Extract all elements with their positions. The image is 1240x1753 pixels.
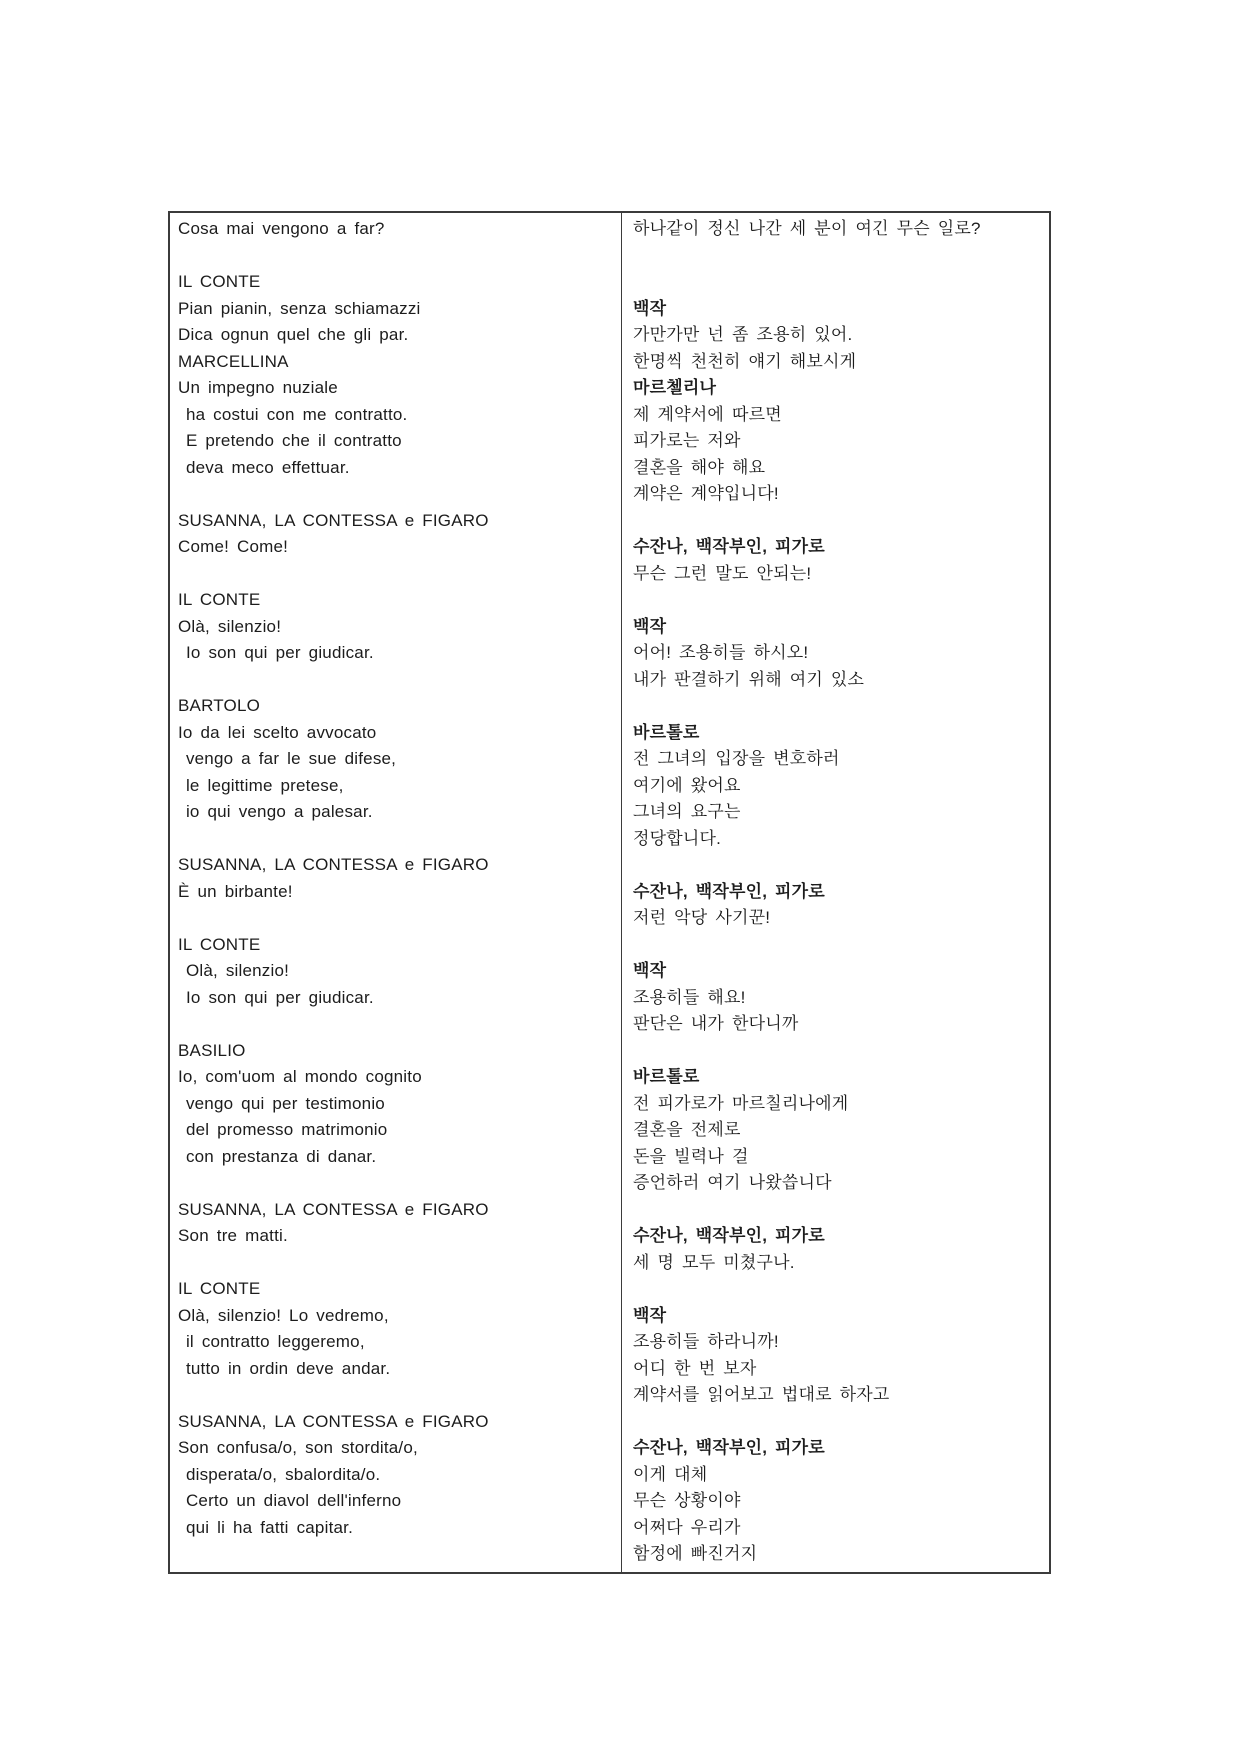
text-line: 조용히들 해요! bbox=[633, 987, 746, 1007]
speaker-name-line: 수잔나, 백작부인, 피가로 bbox=[633, 1438, 825, 1457]
text-line: deva meco effettuar. bbox=[178, 457, 350, 477]
text-line: vengo qui per testimonio bbox=[178, 1093, 385, 1113]
blank-line bbox=[178, 1170, 613, 1197]
text-line: E pretendo che il contratto bbox=[178, 431, 402, 450]
korean-translation-column bbox=[621, 213, 1049, 1572]
text-line: IL CONTE bbox=[178, 1279, 261, 1298]
text-line: SUSANNA, LA CONTESSA e FIGARO bbox=[178, 510, 489, 530]
blank-line bbox=[633, 587, 1041, 614]
text-line: tutto in ordin deve andar. bbox=[178, 1358, 391, 1378]
blank-line bbox=[633, 852, 1041, 879]
text-line: del promesso matrimonio bbox=[178, 1120, 388, 1139]
blank-line bbox=[178, 561, 613, 588]
text-line: io qui vengo a palesar. bbox=[178, 802, 373, 821]
text-line: Cosa mai vengono a far? bbox=[178, 219, 385, 238]
text-line: IL CONTE bbox=[178, 934, 261, 954]
text-line: 함정에 빠진거지 bbox=[633, 1544, 758, 1563]
blank-line bbox=[633, 1276, 1041, 1303]
text-line: BARTOLO bbox=[178, 696, 261, 715]
text-line: 조용히들 하라니까! bbox=[633, 1332, 779, 1351]
blank-line bbox=[633, 932, 1041, 959]
text-line: Olà, silenzio! Lo vedremo, bbox=[178, 1305, 389, 1325]
text-line: 결혼을 전제로 bbox=[633, 1120, 741, 1139]
text-line: disperata/o, sbalordita/o. bbox=[178, 1464, 381, 1484]
text-line: IL CONTE bbox=[178, 272, 261, 291]
libretto-table bbox=[168, 211, 1051, 1574]
speaker-name-line: 마르첼리나 bbox=[633, 378, 717, 397]
text-line: vengo a far le sue difese, bbox=[178, 749, 397, 768]
text-line: Io da lei scelto avvocato bbox=[178, 722, 377, 742]
text-line: 계약서를 읽어보고 법대로 하자고 bbox=[633, 1385, 890, 1404]
text-line: Olà, silenzio! bbox=[178, 961, 290, 980]
text-line: 어어! 조용히들 하시오! bbox=[633, 643, 809, 662]
blank-line bbox=[178, 481, 613, 508]
text-line: 세 명 모두 미쳤구나. bbox=[633, 1252, 795, 1272]
text-line: le legittime pretese, bbox=[178, 775, 344, 795]
blank-line bbox=[633, 1197, 1041, 1224]
speaker-name-line: 백작 bbox=[633, 1305, 667, 1325]
text-line: 판단은 내가 한다니까 bbox=[633, 1014, 799, 1033]
text-line: Io son qui per giudicar. bbox=[178, 987, 374, 1007]
speaker-name-line: 백작 bbox=[633, 961, 667, 980]
text-line: 무슨 그런 말도 안되는! bbox=[633, 563, 812, 583]
text-line: BASILIO bbox=[178, 1040, 246, 1060]
text-line: È un birbante! bbox=[178, 881, 293, 901]
text-line: 그녀의 요구는 bbox=[633, 802, 741, 821]
text-line: 가만가만 넌 좀 조용히 있어. bbox=[633, 325, 853, 344]
text-line: 내가 판결하기 위해 여기 있소 bbox=[633, 669, 865, 689]
text-line: 저런 악당 사기꾼! bbox=[633, 908, 771, 927]
speaker-name-line: 바르톨로 bbox=[633, 722, 700, 742]
text-line: il contratto leggeremo, bbox=[178, 1332, 365, 1351]
text-line: 제 계약서에 따르면 bbox=[633, 404, 782, 424]
speaker-name-line: 백작 bbox=[633, 616, 667, 636]
blank-line bbox=[178, 667, 613, 694]
text-line: 어디 한 번 보자 bbox=[633, 1358, 757, 1378]
text-line: 결혼을 해야 해요 bbox=[633, 457, 766, 477]
text-line: ha costui con me contratto. bbox=[178, 404, 408, 424]
blank-line bbox=[633, 243, 1041, 270]
text-line: qui li ha fatti capitar. bbox=[178, 1517, 353, 1537]
text-line: Io, com'uom al mondo cognito bbox=[178, 1067, 422, 1086]
text-line: Un impegno nuziale bbox=[178, 378, 338, 397]
blank-line bbox=[178, 826, 613, 853]
blank-line bbox=[633, 508, 1041, 535]
text-line: Son tre matti. bbox=[178, 1226, 288, 1245]
text-line: SUSANNA, LA CONTESSA e FIGARO bbox=[178, 855, 489, 874]
text-line: Olà, silenzio! bbox=[178, 616, 282, 636]
blank-line bbox=[178, 1250, 613, 1277]
text-line: 돈을 빌력나 걸 bbox=[633, 1146, 749, 1166]
blank-line bbox=[633, 1038, 1041, 1065]
speaker-name-line: 수잔나, 백작부인, 피가로 bbox=[633, 881, 825, 901]
speaker-name-line: 수잔나, 백작부인, 피가로 bbox=[633, 1226, 825, 1245]
text-line: 피가로는 저와 bbox=[633, 431, 741, 450]
blank-line bbox=[178, 905, 613, 932]
blank-line bbox=[178, 1382, 613, 1409]
text-line: 하나같이 정신 나간 세 분이 여긴 무슨 일로? bbox=[633, 219, 981, 238]
text-line: IL CONTE bbox=[178, 590, 261, 609]
text-line: Come! Come! bbox=[178, 537, 289, 556]
blank-line bbox=[178, 1011, 613, 1038]
text-line: Pian pianin, senza schiamazzi bbox=[178, 298, 421, 318]
blank-line bbox=[178, 243, 613, 270]
blank-line bbox=[633, 693, 1041, 720]
speaker-name-line: 바르톨로 bbox=[633, 1067, 700, 1086]
blank-line bbox=[633, 269, 1041, 296]
speaker-name-line: 백작 bbox=[633, 298, 667, 318]
text-line: MARCELLINA bbox=[178, 351, 289, 371]
text-line: 전 그녀의 입장을 변호하러 bbox=[633, 749, 840, 768]
text-line: 계약은 계약입니다! bbox=[633, 484, 779, 503]
text-line: Certo un diavol dell'inferno bbox=[178, 1491, 402, 1510]
text-line: SUSANNA, LA CONTESSA e FIGARO bbox=[178, 1199, 489, 1219]
text-line: con prestanza di danar. bbox=[178, 1146, 377, 1166]
text-line: 어쩌다 우리가 bbox=[633, 1517, 741, 1537]
text-line: 이게 대체 bbox=[633, 1464, 708, 1484]
text-line: 증언하러 여기 나왔씁니다 bbox=[633, 1173, 832, 1192]
text-line: 정당합니다. bbox=[633, 828, 722, 848]
text-line: 전 피가로가 마르칠리나에게 bbox=[633, 1093, 849, 1113]
blank-line bbox=[633, 1409, 1041, 1436]
text-line: Dica ognun quel che gli par. bbox=[178, 325, 409, 344]
text-line: 한명씩 천천히 얘기 해보시게 bbox=[633, 351, 857, 371]
italian-text-column bbox=[170, 213, 621, 1572]
text-line: Io son qui per giudicar. bbox=[178, 643, 374, 662]
text-line: SUSANNA, LA CONTESSA e FIGARO bbox=[178, 1411, 489, 1431]
speaker-name-line: 수잔나, 백작부인, 피가로 bbox=[633, 537, 825, 556]
text-line: Son confusa/o, son stordita/o, bbox=[178, 1438, 418, 1457]
text-line: 여기에 왔어요 bbox=[633, 775, 741, 795]
text-line: 무슨 상황이야 bbox=[633, 1491, 741, 1510]
